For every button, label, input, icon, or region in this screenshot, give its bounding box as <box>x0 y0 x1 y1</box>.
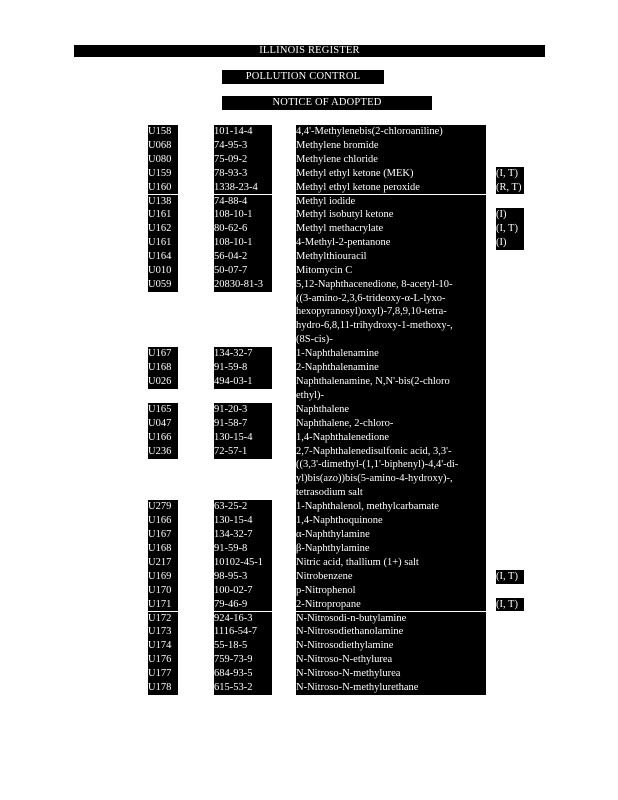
cas-number: 108-10-1 <box>214 236 272 250</box>
waste-code: U169 <box>148 570 178 584</box>
substance-name: 1-Naphthalenamine <box>296 347 486 361</box>
cas-number: 108-10-1 <box>214 208 272 222</box>
substance-name: 2-Naphthalenamine <box>296 361 486 375</box>
table-row <box>148 584 528 598</box>
table-row <box>148 222 528 236</box>
substance-name: N-Nitroso-N-ethylurea <box>296 653 486 667</box>
cas-number: 79-46-9 <box>214 598 272 612</box>
table-row <box>148 431 528 445</box>
waste-code: U172 <box>148 612 178 626</box>
waste-code: U162 <box>148 222 178 236</box>
substance-name: Methyl methacrylate <box>296 222 486 236</box>
hazard-code: (I, T) <box>496 222 524 236</box>
cas-number: 91-20-3 <box>214 403 272 417</box>
substance-name: N-Nitrosodi-n-butylamine <box>296 612 486 626</box>
waste-code: U166 <box>148 514 178 528</box>
substance-name: N-Nitroso-N-methylurea <box>296 667 486 681</box>
table-row <box>148 500 528 514</box>
table-row <box>148 528 528 542</box>
cas-number: 55-18-5 <box>214 639 272 653</box>
cas-number: 130-15-4 <box>214 514 272 528</box>
table-row <box>148 208 528 222</box>
hazard-code: (I) <box>496 208 524 222</box>
table-row <box>148 667 528 681</box>
substance-name: Naphthalene <box>296 403 486 417</box>
waste-code: U171 <box>148 598 178 612</box>
substance-name: Methylene chloride <box>296 153 486 167</box>
substance-name: N-Nitroso-N-methylurethane <box>296 681 486 695</box>
substance-name: Methyl ethyl ketone (MEK) <box>296 167 486 181</box>
table-row <box>148 445 528 501</box>
substance-name: Nitric acid, thallium (1+) salt <box>296 556 486 570</box>
cas-number: 74-88-4 <box>214 195 272 209</box>
waste-code: U160 <box>148 181 178 195</box>
register-header: ILLINOIS REGISTER <box>74 45 545 57</box>
table-row <box>148 361 528 375</box>
hazard-code: (I, T) <box>496 598 524 612</box>
table-row <box>148 250 528 264</box>
hazard-code: (I, T) <box>496 167 524 181</box>
table-row <box>148 639 528 653</box>
waste-code: U159 <box>148 167 178 181</box>
hazard-code: (I) <box>496 236 524 250</box>
cas-number: 134-32-7 <box>214 347 272 361</box>
waste-code: U080 <box>148 153 178 167</box>
waste-code: U026 <box>148 375 178 389</box>
waste-code: U161 <box>148 236 178 250</box>
cas-number: 924-16-3 <box>214 612 272 626</box>
cas-number: 1116-54-7 <box>214 625 272 639</box>
waste-code: U173 <box>148 625 178 639</box>
table-row <box>148 125 528 139</box>
waste-code: U138 <box>148 195 178 209</box>
substance-name: Nitrobenzene <box>296 570 486 584</box>
waste-code: U168 <box>148 542 178 556</box>
waste-code: U176 <box>148 653 178 667</box>
waste-code: U010 <box>148 264 178 278</box>
table-row <box>148 195 528 209</box>
table-row <box>148 167 528 181</box>
cas-number: 134-32-7 <box>214 528 272 542</box>
waste-code: U168 <box>148 361 178 375</box>
cas-number: 101-14-4 <box>214 125 272 139</box>
substance-name: Mitomycin C <box>296 264 486 278</box>
waste-code: U279 <box>148 500 178 514</box>
substance-name: N-Nitrosodiethylamine <box>296 639 486 653</box>
cas-number: 91-59-8 <box>214 361 272 375</box>
table-row <box>148 417 528 431</box>
waste-code: U165 <box>148 403 178 417</box>
cas-number: 56-04-2 <box>214 250 272 264</box>
cas-number: 75-09-2 <box>214 153 272 167</box>
cas-number: 615-53-2 <box>214 681 272 695</box>
waste-code: U236 <box>148 445 178 459</box>
substance-name: N-Nitrosodiethanolamine <box>296 625 486 639</box>
waste-code: U167 <box>148 528 178 542</box>
substance-name: Naphthalene, 2-chloro- <box>296 417 486 431</box>
table-row <box>148 542 528 556</box>
substance-name: 4,4'-Methylenebis(2-chloroaniline) <box>296 125 486 139</box>
table-row <box>148 153 528 167</box>
waste-code: U170 <box>148 584 178 598</box>
substance-name: p-Nitrophenol <box>296 584 486 598</box>
table-row <box>148 403 528 417</box>
table-row <box>148 570 528 584</box>
substance-name: Methylene bromide <box>296 139 486 153</box>
cas-number: 74-95-3 <box>214 139 272 153</box>
table-row <box>148 556 528 570</box>
cas-number: 759-73-9 <box>214 653 272 667</box>
substance-name: α-Naphthylamine <box>296 528 486 542</box>
table-row <box>148 598 528 612</box>
table-row <box>148 181 528 195</box>
table-row <box>148 514 528 528</box>
waste-code: U174 <box>148 639 178 653</box>
board-title: POLLUTION CONTROL BOARD <box>222 70 384 84</box>
notice-title: NOTICE OF ADOPTED AMENDMENTS <box>222 96 432 110</box>
substance-name: Methyl isobutyl ketone <box>296 208 486 222</box>
hazard-code: (R, T) <box>496 181 524 195</box>
cas-number: 63-25-2 <box>214 500 272 514</box>
cas-number: 91-59-8 <box>214 542 272 556</box>
table-row <box>148 278 528 348</box>
cas-number: 78-93-3 <box>214 167 272 181</box>
substance-name: 5,12-Naphthacenedione, 8-acetyl-10- ((3-amino-2,3,6-trideoxy-α-L-lyxo- hexopyranosyl)oxyl)-7,8,9,10-tetra- hydro-6,8,11-trihydroxy-1-methoxy-, (8S-cis)- <box>296 278 486 348</box>
waste-code: U167 <box>148 347 178 361</box>
substance-name: 1,4-Naphthoquinone <box>296 514 486 528</box>
substance-name: β-Naphthylamine <box>296 542 486 556</box>
table-row <box>148 625 528 639</box>
substance-name: Naphthalenamine, N,N'-bis(2-chloro ethyl)- <box>296 375 486 403</box>
substance-name: 1,4-Naphthalenedione <box>296 431 486 445</box>
waste-code: U059 <box>148 278 178 292</box>
table-row <box>148 681 528 695</box>
waste-code: U178 <box>148 681 178 695</box>
substance-name: 2,7-Naphthalenedisulfonic acid, 3,3'- ((3,3'-dimethyl-(1,1'-biphenyl)-4,4'-di- yl)bis(azo))bis(5-amino-4-hydroxy)-, tetrasodium salt <box>296 445 486 501</box>
cas-number: 1338-23-4 <box>214 181 272 195</box>
waste-code: U047 <box>148 417 178 431</box>
substance-name: Methyl iodide <box>296 195 486 209</box>
table-row <box>148 612 528 626</box>
cas-number: 130-15-4 <box>214 431 272 445</box>
table-row <box>148 264 528 278</box>
table-row <box>148 347 528 361</box>
substance-name: 2-Nitropropane <box>296 598 486 612</box>
table-row <box>148 375 528 403</box>
cas-number: 684-93-5 <box>214 667 272 681</box>
substance-name: 1-Naphthalenol, methylcarbamate <box>296 500 486 514</box>
cas-number: 80-62-6 <box>214 222 272 236</box>
cas-number: 20830-81-3 <box>214 278 272 292</box>
waste-code: U166 <box>148 431 178 445</box>
cas-number: 10102-45-1 <box>214 556 272 570</box>
cas-number: 494-03-1 <box>214 375 272 389</box>
substance-name: Methyl ethyl ketone peroxide <box>296 181 486 195</box>
waste-code: U161 <box>148 208 178 222</box>
waste-code: U164 <box>148 250 178 264</box>
waste-code: U177 <box>148 667 178 681</box>
table-row <box>148 139 528 153</box>
cas-number: 50-07-7 <box>214 264 272 278</box>
cas-number: 100-02-7 <box>214 584 272 598</box>
waste-code: U068 <box>148 139 178 153</box>
cas-number: 98-95-3 <box>214 570 272 584</box>
waste-code: U158 <box>148 125 178 139</box>
hazard-code: (I, T) <box>496 570 524 584</box>
table-row <box>148 236 528 250</box>
cas-number: 72-57-1 <box>214 445 272 459</box>
substance-name: Methylthiouracil <box>296 250 486 264</box>
cas-number: 91-58-7 <box>214 417 272 431</box>
waste-code: U217 <box>148 556 178 570</box>
substance-name: 4-Methyl-2-pentanone <box>296 236 486 250</box>
table-row <box>148 653 528 667</box>
